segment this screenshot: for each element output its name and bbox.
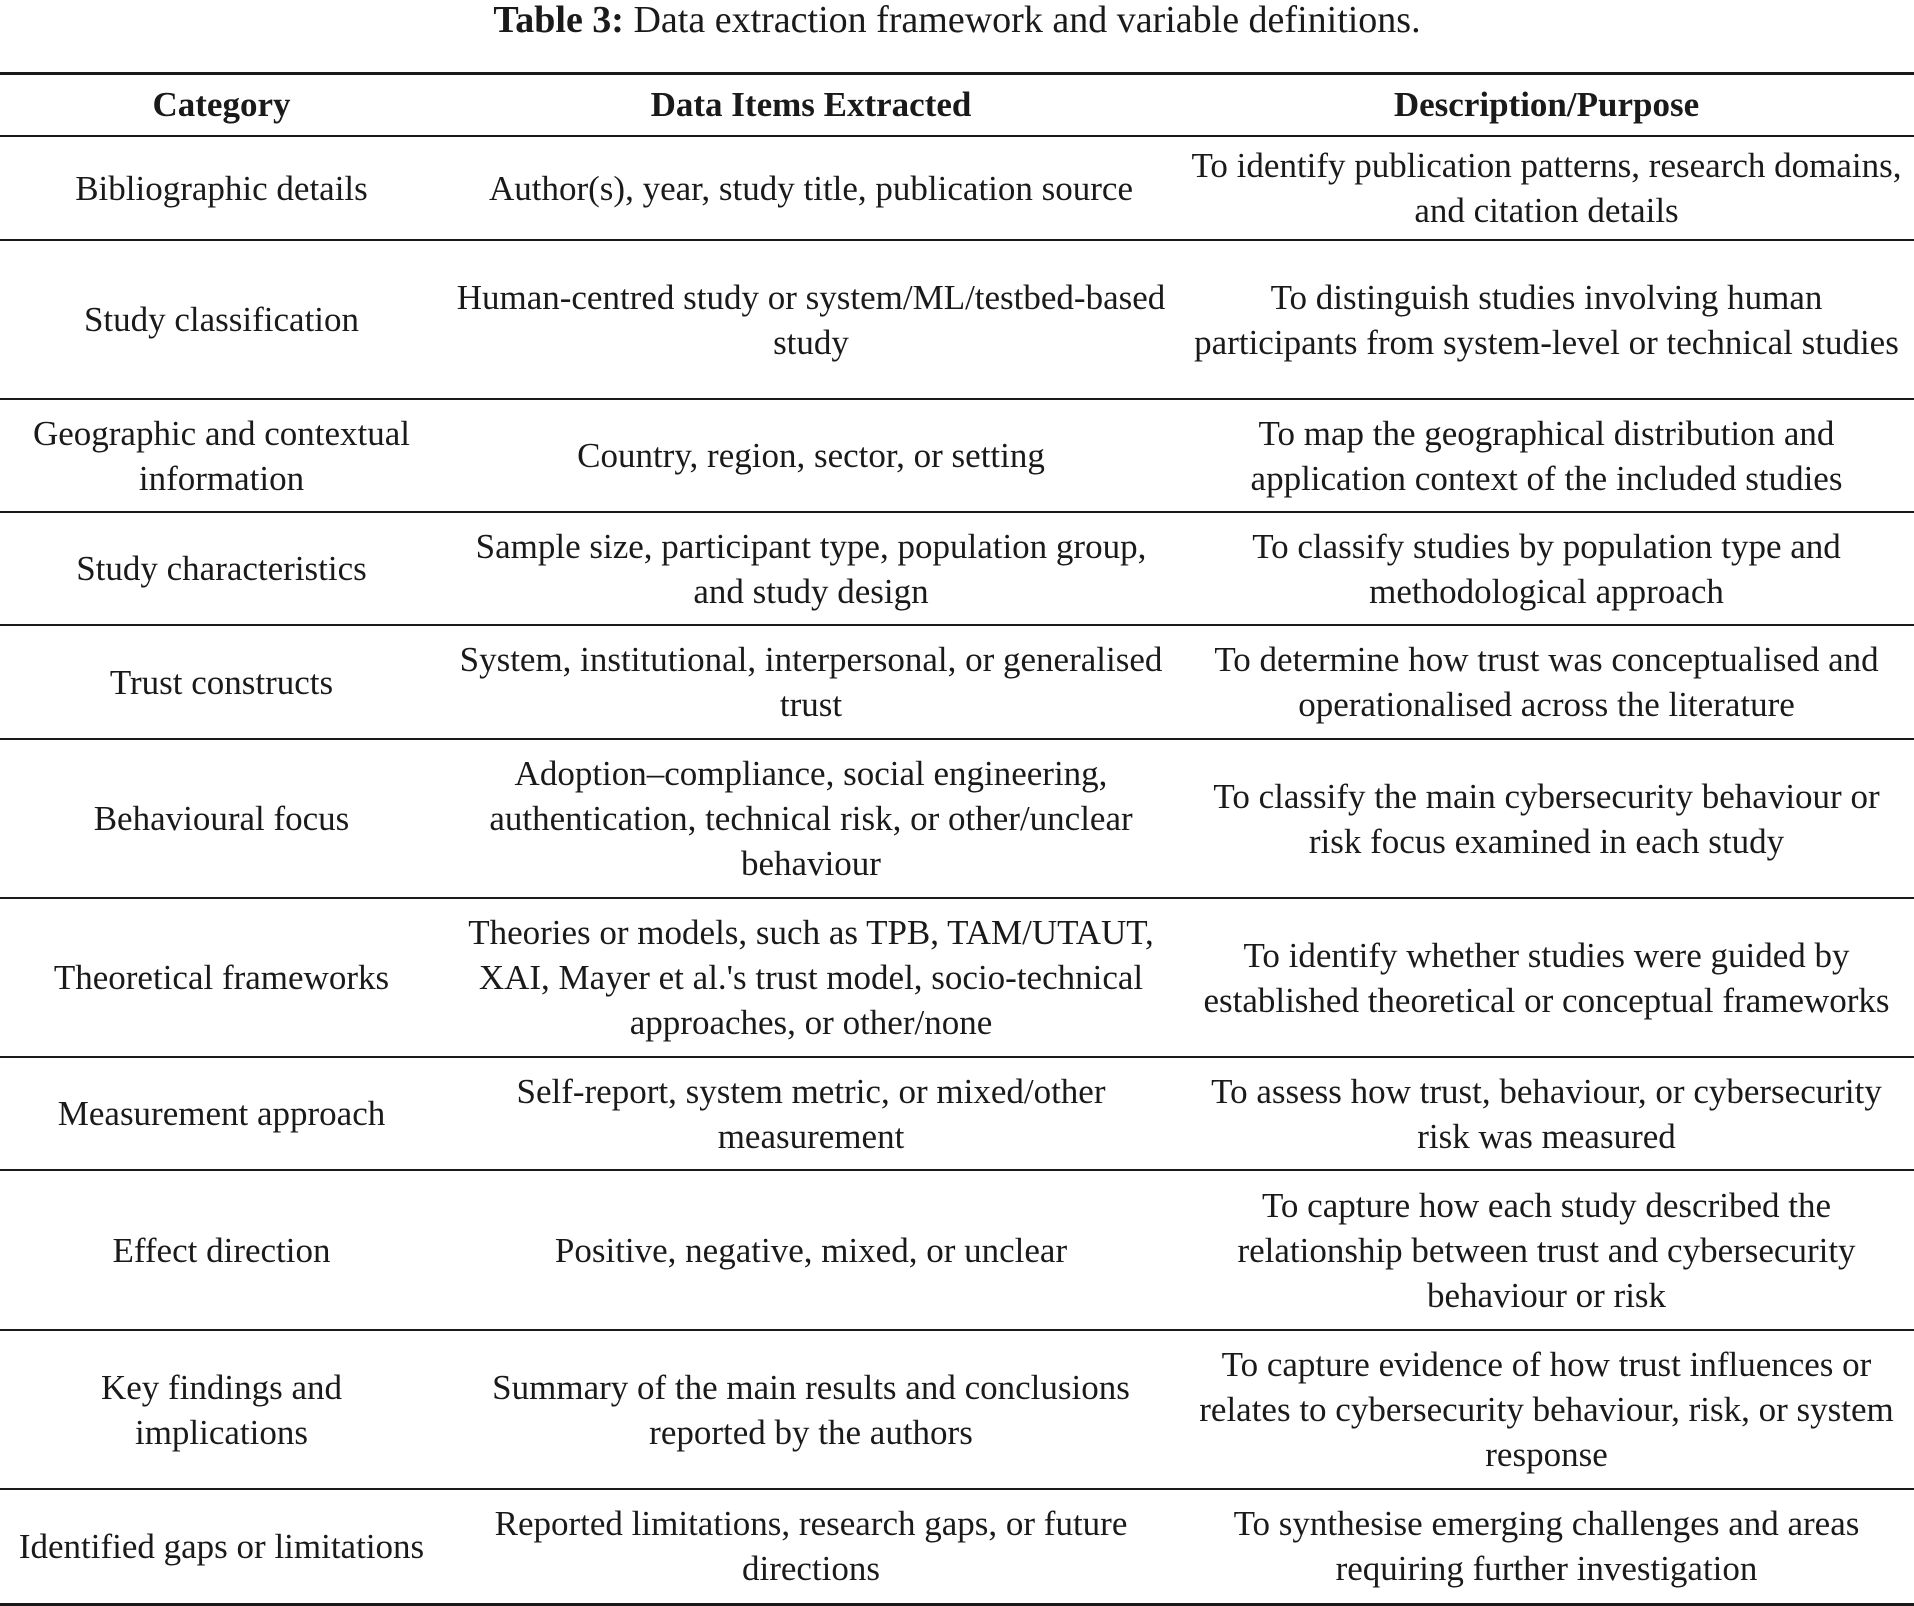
- data-items-cell: Country, region, sector, or setting: [443, 399, 1179, 512]
- data-items-cell: Reported limitations, research gaps, or future directions: [494, 1504, 1128, 1589]
- table-row: [0, 1170, 1914, 1330]
- data-items-cell: Human-centred study or system/ML/testbed-based study: [443, 240, 1179, 399]
- description-cell: To classify the main cybersecurity behaviour or risk focus examined in each study: [1179, 739, 1914, 898]
- description-cell: To identify whether studies were guided by established theoretical or conceptual frameworks: [1179, 898, 1914, 1057]
- header-category: Category: [0, 74, 443, 137]
- table-title: Data extraction framework and variable definitions.: [623, 0, 1421, 41]
- description-cell: To identify publication patterns, research domains, and citation details: [1179, 136, 1914, 240]
- category-cell: Theoretical frameworks: [0, 898, 443, 1057]
- description-cell: To map the geographical distribution and application context of the included studies: [1179, 399, 1914, 512]
- category-cell: Trust constructs: [0, 625, 443, 739]
- description-cell: To capture how each study described the relationship between trust and cybersecurity behaviour or risk: [1179, 1170, 1914, 1330]
- header-row: [0, 74, 1914, 137]
- data-items-cell: Summary of the main results and conclusions reported by the authors: [443, 1330, 1179, 1489]
- table-number: Table 3:: [493, 0, 624, 41]
- table-row: [0, 739, 1914, 898]
- table-row: [0, 898, 1914, 1057]
- data-extraction-table: [0, 72, 1914, 1606]
- description-cell: To synthesise emerging challenges and areas requiring further investigation: [1233, 1504, 1860, 1589]
- data-items-cell: System, institutional, interpersonal, or generalised trust: [443, 625, 1179, 739]
- table-row: [0, 625, 1914, 739]
- data-items-cell: Self-report, system metric, or mixed/other measurement: [443, 1057, 1179, 1170]
- data-items-cell: Positive, negative, mixed, or unclear: [443, 1170, 1179, 1330]
- description-cell: To assess how trust, behaviour, or cybersecurity risk was measured: [1179, 1057, 1914, 1170]
- category-cell: Behavioural focus: [0, 739, 443, 898]
- category-cell: Key findings and implications: [0, 1330, 443, 1489]
- header-description: Description/Purpose: [1179, 74, 1914, 137]
- table-caption: [0, 0, 1914, 58]
- description-cell: To distinguish studies involving human participants from system-level or technical studies: [1179, 240, 1914, 399]
- data-items-cell: Theories or models, such as TPB, TAM/UTAUT, XAI, Mayer et al.'s trust model, socio-technical approaches, or other/none: [443, 898, 1179, 1057]
- category-cell: Identified gaps or limitations: [18, 1526, 425, 1566]
- category-cell: Study characteristics: [0, 512, 443, 625]
- data-items-cell: Author(s), year, study title, publication source: [443, 136, 1179, 240]
- data-items-cell: Sample size, participant type, population group, and study design: [443, 512, 1179, 625]
- data-items-cell: Adoption–compliance, social engineering, authentication, technical risk, or other/unclear behaviour: [443, 739, 1179, 898]
- category-cell: Measurement approach: [0, 1057, 443, 1170]
- description-cell: To capture evidence of how trust influences or relates to cybersecurity behaviour, risk, or system response: [1179, 1330, 1914, 1489]
- category-cell: Effect direction: [0, 1170, 443, 1330]
- description-cell: To determine how trust was conceptualised and operationalised across the literature: [1179, 625, 1914, 739]
- category-cell: Study classification: [0, 240, 443, 399]
- table-row: [0, 240, 1914, 399]
- table-row: [0, 1057, 1914, 1170]
- category-cell: Geographic and contextual information: [0, 399, 443, 512]
- header-data-items: Data Items Extracted: [443, 74, 1179, 137]
- table-row: [0, 1489, 1914, 1604]
- table-row: [0, 512, 1914, 625]
- table-row: [0, 1330, 1914, 1489]
- table-row: [0, 136, 1914, 240]
- description-cell: To classify studies by population type and methodological approach: [1179, 512, 1914, 625]
- category-cell: Bibliographic details: [0, 136, 443, 240]
- table-row: [0, 399, 1914, 512]
